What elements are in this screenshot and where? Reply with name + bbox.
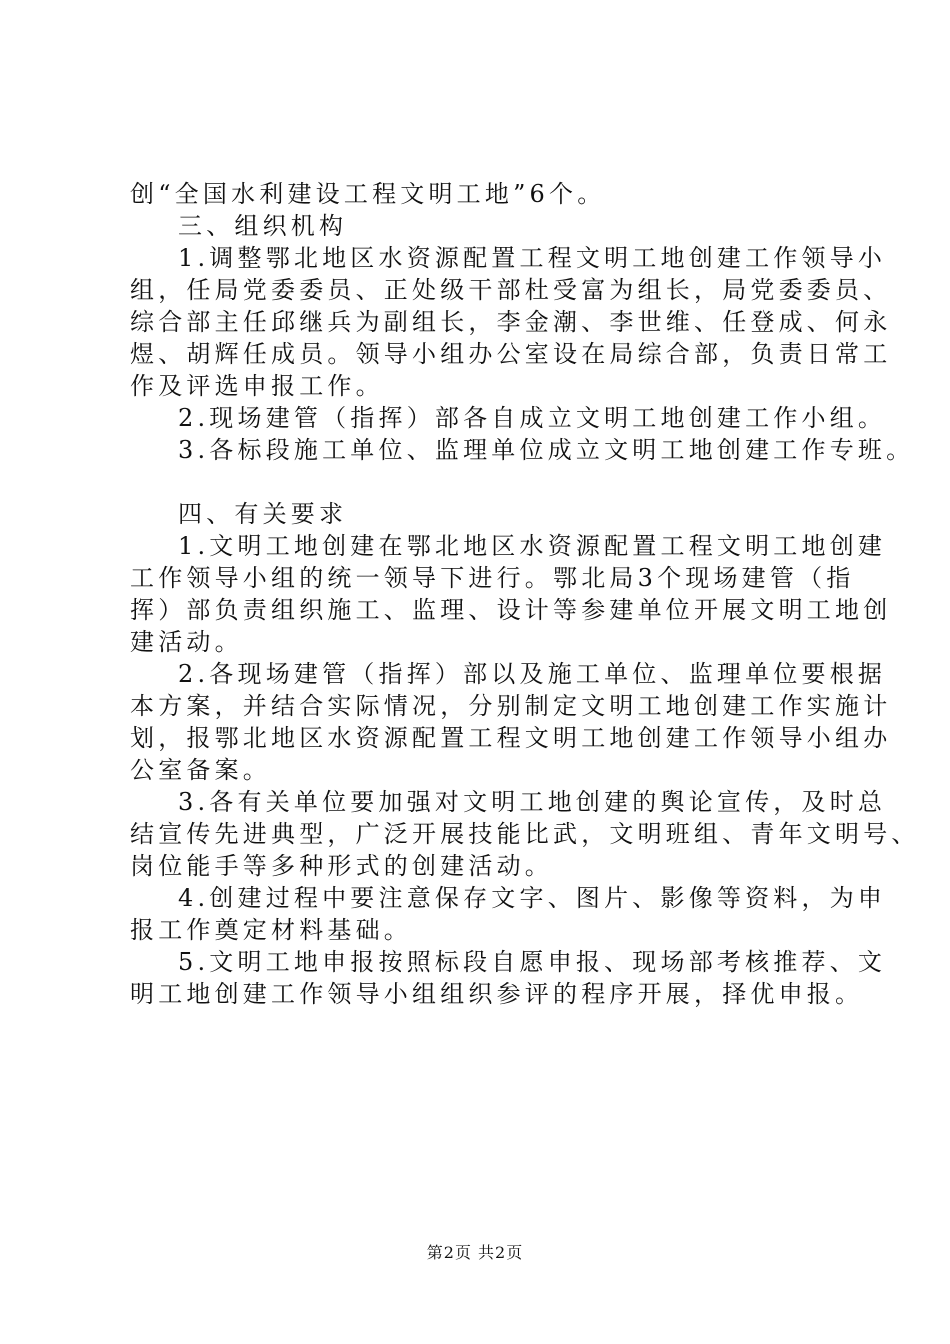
text-line: 报工作奠定材料基础。 [130,916,412,944]
text-line: 2.现场建管（指挥）部各自成立文明工地创建工作小组。 [178,404,887,432]
section-heading: 四、有关要求 [178,500,348,528]
text-line: 组，任局党委委员、正处级干部杜受富为组长，局党委委员、 [130,276,892,304]
text-line: 明工地创建工作领导小组组织参评的程序开展，择优申报。 [130,980,864,1008]
section-heading: 三、组织机构 [178,212,348,240]
text-line: 5.文明工地申报按照标段自愿申报、现场部考核推荐、文 [178,948,887,976]
text-line: 岗位能手等多种形式的创建活动。 [130,852,553,880]
text-line: 挥）部负责组织施工、监理、设计等参建单位开展文明工地创 [130,596,892,624]
text-line: 建活动。 [130,628,243,656]
text-line: 煜、胡辉任成员。领导小组办公室设在局综合部，负责日常工 [130,340,892,368]
text-line: 划，报鄂北地区水资源配置工程文明工地创建工作领导小组办 [130,724,892,752]
text-line: 1.文明工地创建在鄂北地区水资源配置工程文明工地创建 [178,532,887,560]
text-line: 本方案，并结合实际情况，分别制定文明工地创建工作实施计 [130,692,892,720]
text-line: 结宣传先进典型，广泛开展技能比武，文明班组、青年文明号、 [130,820,920,848]
text-line: 公室备案。 [130,756,271,784]
text-line: 3.各标段施工单位、监理单位成立文明工地创建工作专班。 [178,436,915,464]
text-line: 4.创建过程中要注意保存文字、图片、影像等资料，为申 [178,884,887,912]
text-line: 2.各现场建管（指挥）部以及施工单位、监理单位要根据 [178,660,887,688]
text-line: 3.各有关单位要加强对文明工地创建的舆论宣传，及时总 [178,788,887,816]
text-line: 作及评选申报工作。 [130,372,384,400]
page-number-footer: 第2页 共2页 [426,1243,524,1262]
text-line: 综合部主任邱继兵为副组长，李金潮、李世维、任登成、何永 [130,308,892,336]
text-line: 创“全国水利建设工程文明工地”6个。 [130,180,606,208]
text-line: 工作领导小组的统一领导下进行。鄂北局3个现场建管（指 [130,564,855,592]
text-line: 1.调整鄂北地区水资源配置工程文明工地创建工作领导小 [178,244,887,272]
